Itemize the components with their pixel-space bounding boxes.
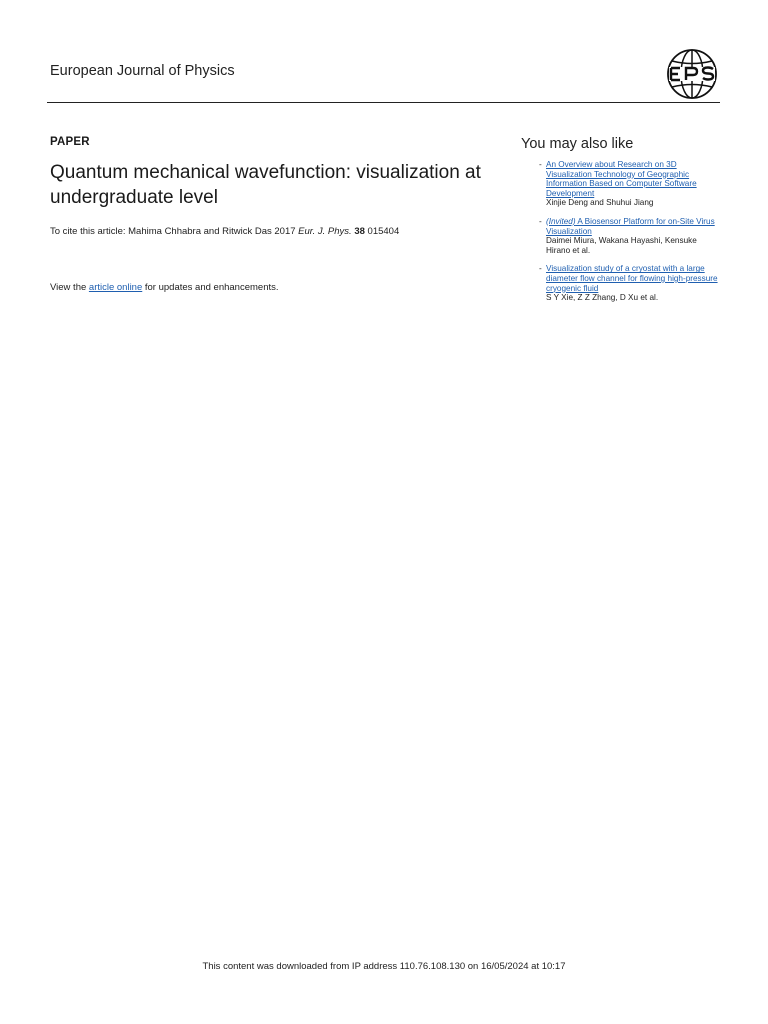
- citation: [50, 226, 510, 237]
- related-item: [521, 217, 721, 255]
- related-list: [521, 160, 721, 303]
- related-item: [521, 264, 721, 302]
- article-title: Quantum mechanical wavefunction: visualization at undergraduate level: [50, 162, 481, 208]
- related-title-link[interactable]: [546, 264, 721, 293]
- related-title: Visualization study of a cryostat with a large diameter flow channel for flowing high-pressure cryogenic fluid: [546, 264, 718, 293]
- related-authors: S Y Xie, Z Z Zhang, D Xu et al.: [546, 293, 659, 303]
- citation-prefix: To cite this article: Mahima Chhabra and Ritwick Das 2017: [50, 226, 299, 237]
- citation-number: 015404: [367, 226, 400, 237]
- related-title: A Biosensor Platform for on-Site Virus Visualization: [546, 216, 715, 236]
- citation-volume: 38: [354, 226, 365, 237]
- related-title-link[interactable]: [546, 217, 721, 236]
- related-tag: (Invited): [546, 216, 576, 226]
- related-articles: [521, 136, 721, 312]
- list-dash: -: [539, 264, 542, 274]
- related-title-link[interactable]: [546, 160, 721, 198]
- journal-name: European Journal of Physics: [50, 63, 235, 79]
- related-authors: Xinjie Deng and Shuhui Jiang: [546, 198, 654, 208]
- download-notice: This content was downloaded from IP address 110.76.108.130 on 16/05/2024 at 10:17: [202, 961, 566, 972]
- related-item: [521, 160, 721, 208]
- view-suffix: for updates and enhancements.: [142, 282, 279, 293]
- view-online-text: [50, 282, 279, 293]
- eps-globe-icon: [666, 48, 718, 100]
- related-authors: Daimei Miura, Wakana Hayashi, Kensuke Hirano et al.: [546, 236, 697, 255]
- related-heading: You may also like: [521, 136, 634, 152]
- related-title: An Overview about Research on 3D Visualization Technology of Geographic Information Based on Computer Software Development: [546, 160, 697, 198]
- header-divider: [47, 102, 720, 103]
- article-online-link[interactable]: article online: [88, 282, 143, 293]
- section-label: PAPER: [50, 136, 90, 148]
- view-prefix: View the: [50, 282, 89, 293]
- list-dash: -: [539, 216, 542, 226]
- citation-journal: Eur. J. Phys.: [298, 226, 352, 237]
- list-dash: -: [539, 160, 542, 169]
